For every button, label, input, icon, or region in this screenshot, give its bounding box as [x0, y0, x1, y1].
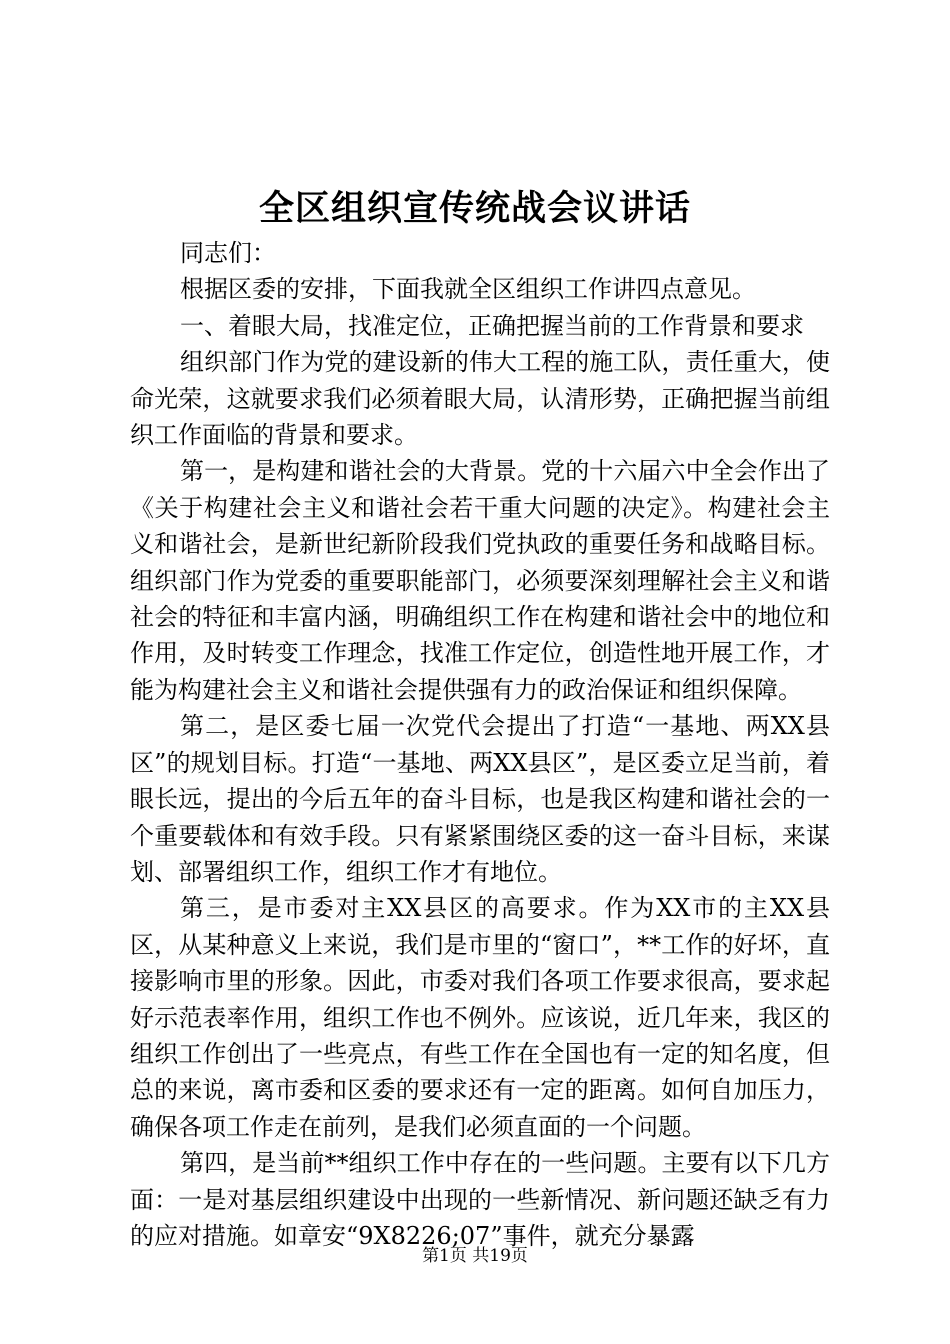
paragraph-intro: 根据区委的安排，下面我就全区组织工作讲四点意见。	[180, 275, 756, 304]
document-title: 全区组织宣传统战会议讲话	[258, 188, 691, 229]
page-number-footer: 第1页 共19页	[422, 1246, 528, 1266]
section-heading-1: 一、着眼大局，找准定位，正确把握当前的工作背景和要求	[180, 311, 804, 340]
paragraph-point-3: 第三，是市委对主XX县区的高要求。作为XX市的主XX县区，从某种意义上来说，我们是市里的“窗口”，**工作的好坏，直接影响市里的形象。因此，市委对我们各项工作要求很高，要求起好示范表率作用，组织工作也不例外。应该说，近几年来，我区的组织工作创出了一些亮点，有些工作在全国也有一定的知名度，但总的来说，离市委和区委的要求还有一定的距离。如何自加压力，确保各项工作走在前列，是我们必须直面的一个问题。	[130, 894, 830, 1141]
paragraph-section-1-intro: 组织部门作为党的建设新的伟大工程的施工队，责任重大，使命光荣，这就要求我们必须着眼大局，认清形势，正确把握当前组织工作面临的背景和要求。	[130, 348, 830, 450]
paragraph-greeting: 同志们：	[180, 239, 276, 267]
paragraph-point-1: 第一，是构建和谐社会的大背景。党的十六届六中全会作出了《关于构建社会主义和谐社会若干重大问题的决定》。构建社会主义和谐社会，是新世纪新阶段我们党执政的重要任务和战略目标。组织部门作为党委的重要职能部门，必须要深刻理解社会主义和谐社会的特征和丰富内涵，明确组织工作在构建和谐社会中的地位和作用，及时转变工作理念，找准工作定位，创造性地开展工作，才能为构建社会主义和谐社会提供强有力的政治保证和组织保障。	[130, 457, 830, 704]
paragraph-point-2: 第二，是区委七届一次党代会提出了打造“一基地、两XX县区”的规划目标。打造“一基地、两XX县区”，是区委立足当前，着眼长远，提出的今后五年的奋斗目标，也是我区构建和谐社会的一个重要载体和有效手段。只有紧紧围绕区委的这一奋斗目标，来谋划、部署组织工作，组织工作才有地位。	[130, 712, 830, 886]
paragraph-point-4: 第四，是当前**组织工作中存在的一些问题。主要有以下几方面：一是对基层组织建设中出现的一些新情况、新问题还缺乏有力的应对措施。如章安“9X8226;07”事件，就充分暴露	[130, 1149, 830, 1250]
document-body	[130, 235, 830, 1254]
